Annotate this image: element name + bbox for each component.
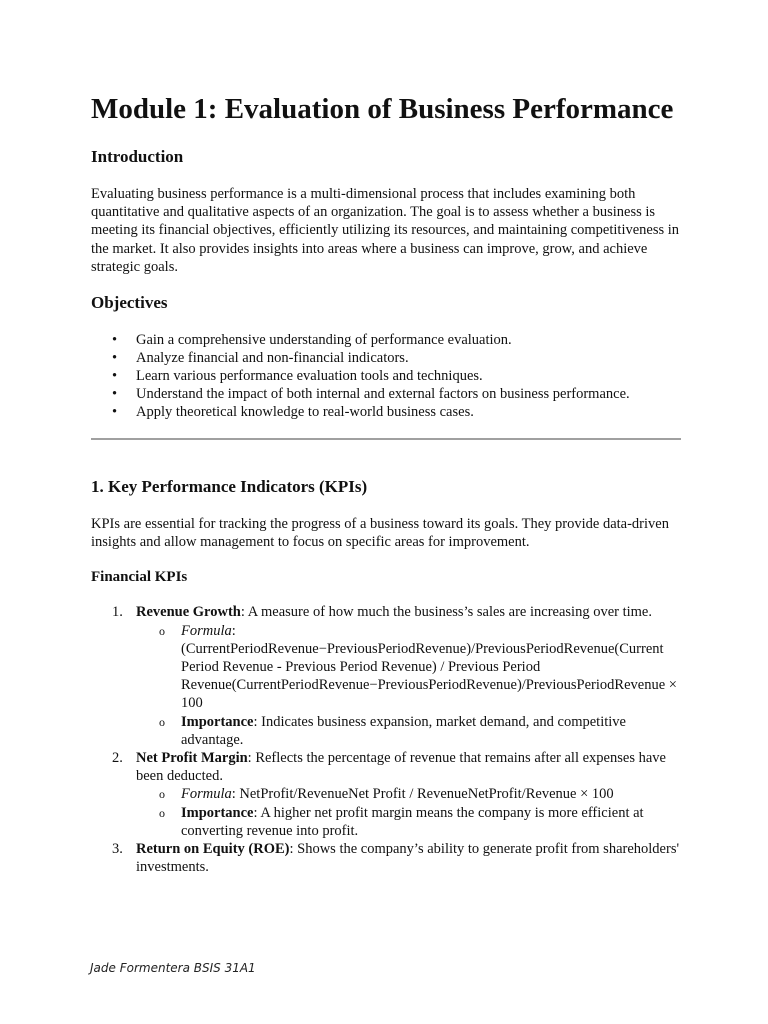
importance-text: : A higher net profit margin means the company is more efficient at converting revenue into profit. (181, 804, 644, 839)
list-item: • Understand the impact of both internal and external factors on business performance. (91, 385, 681, 403)
sub-bullet: o (159, 787, 165, 802)
kpi-description: : Reflects the percentage of revenue that remains after all expenses have been deducted. (136, 750, 666, 785)
financial-kpis-list (91, 603, 681, 876)
objectives-heading: Objectives (91, 293, 168, 313)
list-item (136, 785, 681, 803)
page-footer: Jade Formentera BSIS 31A1 (90, 961, 256, 975)
financial-kpis-heading: Financial KPIs (91, 569, 188, 586)
list-item: • Gain a comprehensive understanding of performance evaluation. (91, 331, 681, 349)
introduction-paragraph: Evaluating business performance is a multi-dimensional process that includes examining both quantitative and qualitative aspects of an organization. The goal is to assess whether a business is meeting its financial objectives, efficiently utilizing its resources, and maintaining competitiveness in the market. It also provides insights into areas where a business can improve, grow, and achieve strategic goals. (91, 186, 680, 275)
list-item (91, 840, 681, 876)
importance-label: Importance (181, 804, 254, 821)
list-item: • Apply theoretical knowledge to real-world business cases. (91, 403, 681, 421)
kpi-description: : A measure of how much the business’s sales are increasing over time. (240, 604, 652, 621)
introduction-heading: Introduction (91, 147, 184, 166)
formula-label: Formula (181, 786, 232, 803)
sub-bullet: o (159, 805, 165, 820)
list-item (136, 622, 681, 713)
page-title: Module 1: Evaluation of Business Performance (91, 93, 674, 125)
importance-label: Importance (181, 713, 254, 730)
formula-label: Formula (181, 622, 232, 639)
list-number: 2. (112, 750, 123, 767)
section-divider (91, 438, 681, 440)
kpi-details (136, 622, 681, 749)
sub-bullet: o (159, 623, 165, 638)
list-item: • Analyze financial and non-financial indicators. (91, 349, 681, 367)
kpi-details (136, 785, 681, 840)
list-number: 1. (112, 604, 123, 621)
importance-text: : Indicates business expansion, market demand, and competitive advantage. (181, 713, 626, 748)
list-item (91, 603, 681, 749)
kpi-description: : Shows the company’s ability to generate profit from shareholders' investments. (136, 841, 680, 876)
kpis-paragraph: KPIs are essential for tracking the progress of a business toward its goals. They provide data-driven insights and allow management to focus on specific areas for improvement. (91, 516, 669, 551)
list-item (91, 749, 681, 840)
kpi-term: Return on Equity (ROE) (136, 841, 290, 858)
formula-text: : (CurrentPeriodRevenue−PreviousPeriodRevenue)/PreviousPeriodRevenue(Current Period Revenue - Previous Period Revenue) / Previous Period Revenue(CurrentPeriodRevenue−PreviousPeriodRevenue)/PreviousPeriodRevenue × 100 (181, 622, 677, 712)
objectives-list (91, 331, 681, 421)
document-page (91, 92, 681, 876)
kpi-term: Net Profit Margin (136, 750, 248, 767)
kpi-term: Revenue Growth (136, 604, 241, 621)
sub-bullet: o (159, 714, 165, 729)
list-number: 3. (112, 841, 123, 858)
list-item: • Learn various performance evaluation tools and techniques. (91, 367, 681, 385)
list-item (136, 804, 681, 840)
list-item (136, 713, 681, 749)
kpis-heading: 1. Key Performance Indicators (KPIs) (91, 477, 368, 497)
formula-text: : NetProfit/RevenueNet Profit / RevenueNetProfit/Revenue × 100 (231, 786, 614, 803)
